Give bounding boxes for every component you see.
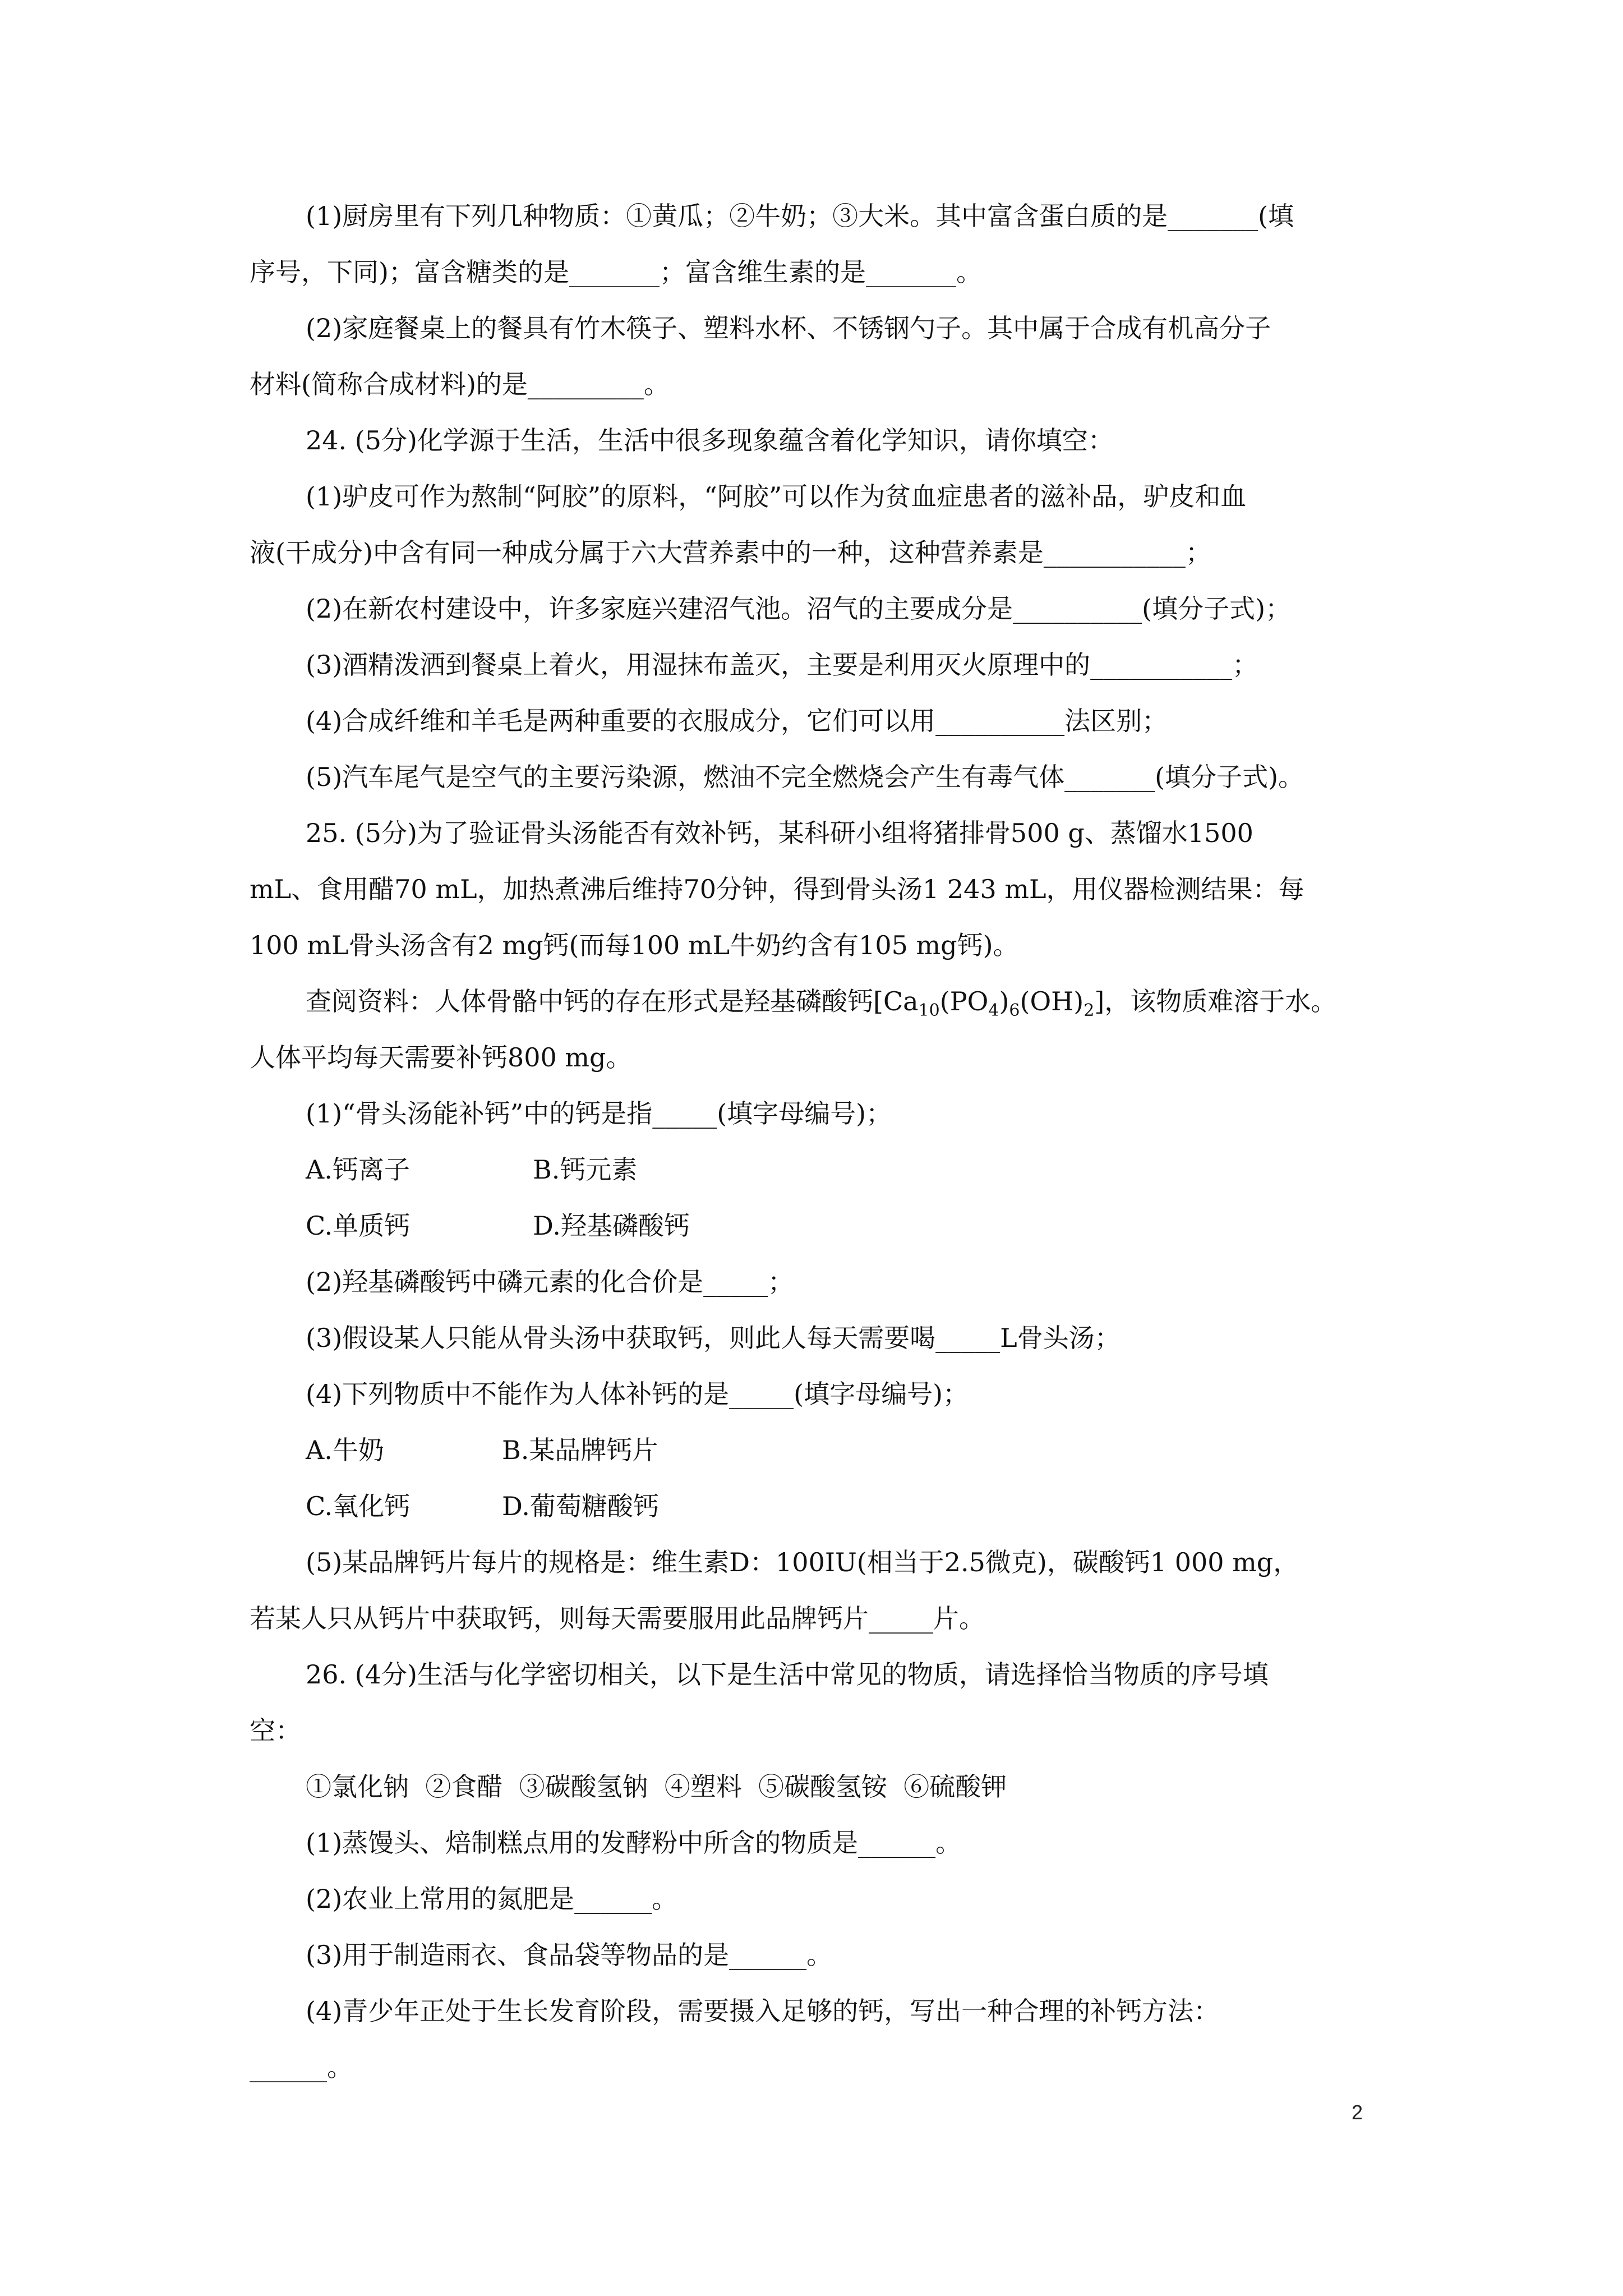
q25-info-text-a: 查阅资料：人体骨骼中钙的存在形式是羟基磷酸钙[Ca [306,986,919,1016]
q25-part2: (2)羟基磷酸钙中磷元素的化合价是_____； [306,1267,794,1297]
q25-stem-line2: mL、食用醋70 mL，加热煮沸后维持70分钟，得到骨头汤1 243 mL，用仪器检测结果：每 [250,874,1304,904]
q25-stem-line1: 25. (5分)为了验证骨头汤能否有效补钙，某科研小组将猪排骨500 g、蒸馏水1500 [306,818,1253,848]
q25-part1-option-c: C.单质钙 [306,1211,411,1241]
q26-stem-line1: 26. (4分)生活与化学密切相关，以下是生活中常见的物质，请选择恰当物质的序号填 [306,1659,1269,1690]
q25-part1-option-b: B.钙元素 [533,1154,638,1185]
q26-part4-line1: (4)青少年正处于生长发育阶段，需要摄入足够的钙，写出一种合理的补钙方法： [306,1996,1220,2026]
q25-part5-line1: (5)某品牌钙片每片的规格是：维生素D：100IU(相当于2.5微克)，碳酸钙1 000 mg， [306,1547,1299,1577]
q23-part1-line1: (1)厨房里有下列几种物质：①黄瓜；②牛奶；③大米。其中富含蛋白质的是_______(填 [306,201,1294,231]
q24-part1-line1: (1)驴皮可作为熬制“阿胶”的原料，“阿胶”可以作为贫血症患者的滋补品，驴皮和血 [306,481,1247,512]
q25-info-sub4: 2 [1083,1001,1095,1020]
page-number: 2 [1352,2101,1363,2124]
q25-part4-option-b: B.某品牌钙片 [502,1435,658,1465]
q25-info-sub3: 6 [1009,1001,1020,1020]
q25-part5-line2: 若某人只从钙片中获取钙，则每天需要服用此品牌钙片_____片。 [250,1603,985,1634]
q25-part1-option-a: A.钙离子 [306,1154,410,1185]
q25-part4-option-c: C.氧化钙 [306,1491,411,1521]
q24-part3: (3)酒精泼洒到餐桌上着火，用湿抹布盖灭，主要是利用灭火原理中的___________； [306,650,1258,680]
q25-info-sub2: 4 [988,1001,999,1020]
q23-part2-line2: 材料(简称合成材料)的是_________。 [250,369,670,399]
q24-part5: (5)汽车尾气是空气的主要污染源，燃油不完全燃烧会产生有毒气体_______(填分子式)。 [306,762,1304,792]
q25-info-text-e: ]，该物质难溶于水。 [1094,986,1337,1016]
q23-part2-line1: (2)家庭餐桌上的餐具有竹木筷子、塑料水杯、不锈钢勺子。其中属于合成有机高分子 [306,313,1271,343]
q25-info-text-d: (OH) [1020,986,1084,1016]
q26-part1: (1)蒸馒头、焙制糕点用的发酵粉中所含的物质是______。 [306,1828,962,1858]
q24-part4: (4)合成纤维和羊毛是两种重要的衣服成分，它们可以用__________法区别； [306,706,1168,736]
q26-part3: (3)用于制造雨衣、食品袋等物品的是______。 [306,1940,833,1970]
q25-part1-option-d: D.羟基磷酸钙 [533,1211,690,1241]
q25-info-line2: 人体平均每天需要补钙800 mg。 [250,1042,632,1073]
q26-stem-line2: 空： [250,1715,301,1746]
q25-part1: (1)“骨头汤能补钙”中的钙是指_____(填字母编号)； [306,1098,892,1129]
q24-part2: (2)在新农村建设中，许多家庭兴建沼气池。沼气的主要成分是__________(填分子式)； [306,593,1292,624]
q24-part1-line2: 液(干成分)中含有同一种成分属于六大营养素中的一种，这种营养素是___________； [250,537,1211,568]
q25-info-text-b: (PO [939,986,989,1016]
q24-stem: 24. (5分)化学源于生活，生活中很多现象蕴含着化学知识，请你填空： [306,425,1114,455]
q26-options: ①氯化钠 ②食醋 ③碳酸氢钠 ④塑料 ⑤碳酸氢铵 ⑥硫酸钾 [306,1772,1007,1802]
q25-info-sub1: 10 [918,1001,940,1020]
q26-part4-line2: ______。 [250,2052,353,2082]
q23-part1-line2: 序号，下同)；富含糖类的是_______；富含维生素的是_______。 [250,257,982,287]
q25-part4-option-a: A.牛奶 [306,1435,384,1465]
q26-part2: (2)农业上常用的氮肥是______。 [306,1884,678,1914]
q25-info-line1 [306,986,1337,1020]
q25-info-text-c: ) [999,986,1009,1016]
q25-part4-option-d: D.葡萄糖酸钙 [502,1491,659,1521]
q25-stem-line3: 100 mL骨头汤含有2 mg钙(而每100 mL牛奶约含有105 mg钙)。 [250,930,1019,960]
q25-part4: (4)下列物质中不能作为人体补钙的是_____(填字母编号)； [306,1379,969,1409]
q25-part3: (3)假设某人只能从骨头汤中获取钙，则此人每天需要喝_____L骨头汤； [306,1323,1121,1353]
